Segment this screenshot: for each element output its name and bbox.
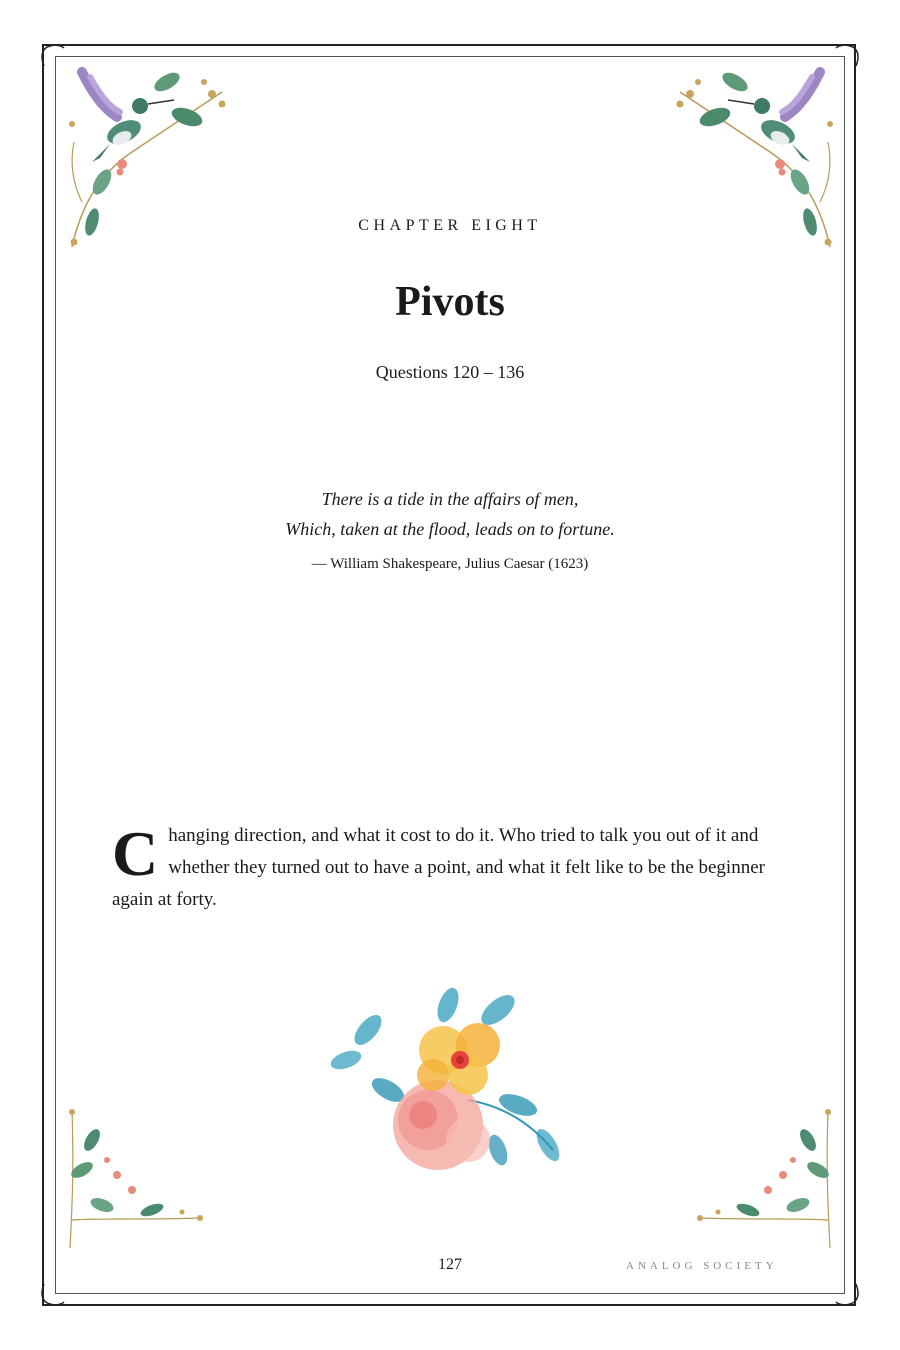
- watercolor-flower-bouquet-icon: [328, 980, 568, 1190]
- floral-sprig-icon: [62, 1100, 212, 1250]
- chapter-title: Pivots: [395, 279, 505, 325]
- drop-cap: C: [112, 818, 159, 889]
- chapter-subtitle: Questions 120 – 136: [375, 362, 525, 382]
- epigraph: [0, 484, 900, 573]
- footer-brand: ANALOG SOCIETY: [626, 1260, 778, 1272]
- floral-sprig-icon: [688, 1100, 838, 1250]
- page-number: 127: [438, 1256, 462, 1273]
- chapter-label: CHAPTER EIGHT: [358, 217, 542, 234]
- epigraph-attribution: — William Shakespeare, Julius Caesar (1623): [311, 556, 589, 572]
- corner-curl-icon: [834, 1282, 864, 1312]
- chapter-intro-paragraph: [112, 820, 792, 916]
- corner-curl-icon: [36, 1282, 66, 1312]
- epigraph-line: Which, taken at the flood, leads on to fortune.: [285, 519, 615, 539]
- paragraph-text: hanging direction, and what it cost to do it. Who tried to talk you out of it and whether they turned out to have a point, and what it felt like to be the beginner again at forty.: [112, 825, 765, 910]
- epigraph-line: There is a tide in the affairs of men,: [321, 489, 579, 509]
